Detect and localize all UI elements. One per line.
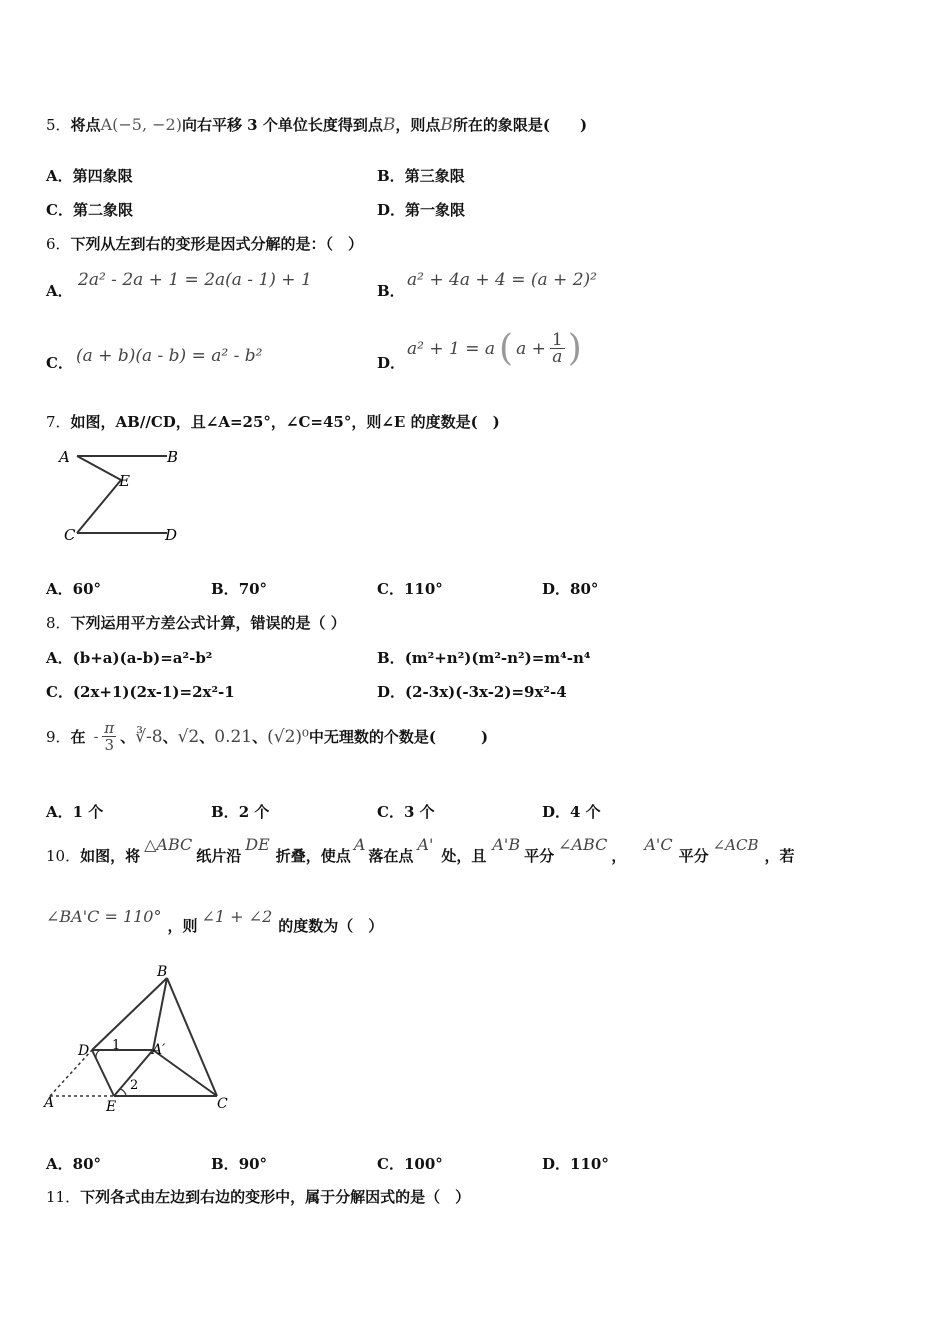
- q8-number: 8．: [46, 614, 71, 632]
- q5-point-b2: B: [440, 115, 453, 135]
- fraction-denominator: a: [552, 347, 563, 367]
- q7-option-d[interactable]: [542, 578, 598, 599]
- q10-m8: ∠ACB: [712, 836, 759, 854]
- option-text: 第二象限: [72, 201, 133, 219]
- option-text: 80°: [570, 580, 599, 598]
- option-label: A．: [46, 282, 73, 300]
- question-6: [46, 233, 363, 254]
- question-10: [46, 836, 795, 866]
- option-label: D．: [377, 683, 406, 701]
- label-c: C: [217, 1096, 228, 1112]
- q9-sep3: 、: [199, 728, 215, 746]
- q10-t2: 纸片沿: [196, 847, 242, 865]
- option-label: A．: [46, 167, 73, 185]
- q8-option-d[interactable]: [377, 681, 567, 702]
- option-text: 第三象限: [404, 167, 465, 185]
- angle-2-arc: [120, 1089, 126, 1096]
- option-text: 100°: [403, 1155, 443, 1173]
- label-2: 2: [130, 1078, 139, 1093]
- question-10-line2: [46, 906, 383, 936]
- q9-cbrt: ∛-8: [135, 726, 163, 747]
- q10-t8: 平分: [678, 847, 709, 865]
- option-text: 60°: [72, 580, 102, 598]
- q7-option-a[interactable]: [46, 578, 101, 599]
- option-label: A．: [46, 580, 73, 598]
- option-text: (b+a)(a-b)=a²-b²: [72, 649, 213, 667]
- q5-post: 所在的象限是( ): [452, 116, 588, 134]
- option-label: C．: [46, 683, 73, 701]
- right-paren: ): [567, 328, 582, 369]
- q8-option-c[interactable]: [46, 681, 235, 702]
- q10-m4: A': [417, 835, 434, 854]
- q10-option-c[interactable]: [377, 1153, 443, 1174]
- question-8: [46, 612, 346, 633]
- q5-mid2: ，则点: [395, 116, 441, 134]
- q10-t7: ，: [611, 847, 627, 865]
- label-c: C: [64, 526, 76, 544]
- q5-option-c[interactable]: [46, 199, 133, 220]
- q10-m7: A'C: [644, 835, 673, 854]
- q10-t4: 落在点: [368, 847, 414, 865]
- q9-pre: 在: [70, 728, 86, 746]
- q5-point-b: B: [382, 115, 396, 135]
- q10-t6: 平分: [524, 847, 555, 865]
- q6-number: 6．: [46, 235, 71, 253]
- q7-number: 7．: [46, 413, 71, 431]
- option-label: D．: [377, 201, 406, 219]
- q10-t5: 处，且: [441, 847, 487, 865]
- q6-option-d[interactable]: [377, 352, 405, 373]
- option-label: D．: [542, 1155, 571, 1173]
- label-a: A: [44, 1095, 55, 1111]
- option-label: C．: [377, 803, 404, 821]
- option-label: A．: [46, 803, 73, 821]
- question-9: [46, 720, 488, 753]
- option-text: 90°: [238, 1155, 268, 1173]
- q9-number: 9．: [46, 728, 71, 746]
- option-text: (2x+1)(2x-1)=2x²-1: [72, 683, 235, 701]
- q8-option-b[interactable]: [377, 647, 590, 668]
- option-text: 3 个: [403, 803, 435, 821]
- question-5: [46, 114, 587, 135]
- q10-m6: ∠ABC: [558, 835, 608, 854]
- label-d: D: [78, 1043, 90, 1059]
- q5-mid: 向右平移 3 个单位长度得到点: [181, 116, 383, 134]
- q5-pre: 将点: [70, 116, 101, 134]
- option-label: B．: [377, 282, 405, 300]
- option-label: B．: [211, 803, 239, 821]
- option-label: C．: [46, 201, 73, 219]
- q9-dec: 0.21: [214, 726, 253, 747]
- q6-option-c[interactable]: [46, 352, 73, 373]
- q9-pow: (√2)⁰: [267, 726, 309, 747]
- q5-option-d[interactable]: [377, 199, 465, 220]
- segment-de: [92, 1050, 114, 1096]
- q7-figure: [55, 442, 195, 552]
- option-text: 第四象限: [72, 167, 133, 185]
- left-paren: (: [499, 328, 514, 369]
- option-label: A．: [46, 649, 73, 667]
- q6-option-a-expr: 2a² - 2a + 1 = 2a(a - 1) + 1: [78, 270, 312, 290]
- q6-option-b-expr: a² + 4a + 4 = (a + 2)²: [407, 270, 597, 290]
- q7-option-c[interactable]: [377, 578, 443, 599]
- label-a-prime: A′: [152, 1042, 166, 1058]
- q9-sep2: 、: [162, 728, 178, 746]
- option-text: 1 个: [72, 803, 104, 821]
- q9-pi-over-3: [102, 720, 116, 753]
- question-11: [46, 1186, 470, 1207]
- q9-neg: -: [93, 728, 99, 745]
- q10-m10: ∠1 + ∠2: [201, 907, 273, 926]
- q8-option-a[interactable]: [46, 647, 212, 668]
- q10-option-a[interactable]: [46, 1153, 101, 1174]
- q11-text: 下列各式由左边到右边的变形中，属于分解因式的是（ ）: [80, 1188, 471, 1206]
- option-label: B．: [377, 649, 405, 667]
- q10-t9: ，若: [764, 847, 795, 865]
- option-text: (m²+n²)(m²-n²)=m⁴-n⁴: [404, 649, 591, 667]
- option-text: 110°: [570, 1155, 609, 1173]
- option-label: B．: [211, 1155, 239, 1173]
- q6-d-fraction: [550, 332, 565, 365]
- q8-text: 下列运用平方差公式计算，错误的是（ ）: [70, 614, 346, 632]
- label-e: E: [106, 1099, 117, 1115]
- q11-number: 11．: [46, 1188, 81, 1206]
- q10-option-d[interactable]: [542, 1153, 609, 1174]
- label-b: B: [157, 964, 168, 980]
- q9-sep1: 、: [120, 728, 136, 746]
- angle-1-arc: [96, 1050, 100, 1058]
- pi-numerator: π: [104, 719, 115, 737]
- q6-option-b[interactable]: [377, 280, 405, 301]
- q9-option-d[interactable]: [542, 801, 601, 822]
- option-text: 110°: [403, 580, 443, 598]
- option-label: C．: [46, 354, 73, 372]
- q6-option-d-expr: [407, 328, 582, 369]
- option-label: B．: [377, 167, 405, 185]
- label-d: D: [165, 526, 178, 544]
- label-1: 1: [112, 1038, 121, 1053]
- q10-m9: ∠BA'C = 110°: [46, 907, 162, 926]
- q6-text: 下列从左到右的变形是因式分解的是：（ ）: [70, 235, 364, 253]
- option-label: C．: [377, 580, 404, 598]
- option-label: D．: [377, 354, 406, 372]
- q6-option-c-expr: (a + b)(a - b) = a² - b²: [76, 346, 263, 366]
- q10-m2: DE: [245, 835, 270, 854]
- pi-denominator: 3: [104, 736, 114, 754]
- q9-sqrt2: √2: [177, 726, 200, 747]
- option-text: (2-3x)(-3x-2)=9x²-4: [405, 683, 567, 701]
- q6-d-pre: a² + 1 = a: [407, 338, 496, 359]
- q10-t1: 如图，将: [80, 847, 141, 865]
- q6-d-mid: a +: [516, 338, 546, 359]
- option-text: 4 个: [570, 803, 601, 821]
- option-text: 70°: [238, 580, 268, 598]
- q5-option-a[interactable]: [46, 165, 133, 186]
- q10-m1: △ABC: [144, 835, 193, 854]
- option-label: C．: [377, 1155, 404, 1173]
- fraction-numerator: 1: [551, 330, 563, 350]
- q10-t3: 折叠，使点: [275, 847, 351, 865]
- q10-m5: A'B: [492, 835, 521, 854]
- q9-option-c[interactable]: [377, 801, 435, 822]
- q10-t11: 的度数为（ ）: [278, 917, 384, 935]
- q10-m3: A: [353, 835, 366, 854]
- q10-t10: ，则: [167, 917, 198, 935]
- q7-option-b[interactable]: [211, 578, 267, 599]
- q10-option-b[interactable]: [211, 1153, 267, 1174]
- option-text: 第一象限: [405, 201, 466, 219]
- segment-ae: [77, 456, 121, 480]
- q7-text: 如图，AB//CD，且∠A=25°，∠C=45°，则∠E 的度数是( ): [70, 413, 500, 431]
- segment-ec: [77, 480, 121, 533]
- q5-point-a: A(−5, −2): [100, 115, 182, 134]
- q10-figure: [40, 960, 240, 1120]
- option-label: B．: [211, 580, 239, 598]
- q9-sep4: 、: [252, 728, 268, 746]
- q9-option-b[interactable]: [211, 801, 269, 822]
- q9-post: 中无理数的个数是( ): [308, 728, 489, 746]
- option-text: 80°: [72, 1155, 102, 1173]
- q6-option-a[interactable]: [46, 280, 73, 301]
- q9-option-a[interactable]: [46, 801, 103, 822]
- label-e: E: [119, 472, 130, 490]
- option-label: D．: [542, 580, 571, 598]
- label-b: B: [167, 448, 179, 466]
- q10-number: 10．: [46, 847, 81, 865]
- option-label: D．: [542, 803, 571, 821]
- question-7: [46, 411, 500, 432]
- q5-option-b[interactable]: [377, 165, 465, 186]
- label-a: A: [59, 448, 70, 466]
- option-text: 2 个: [238, 803, 270, 821]
- q5-number: 5．: [46, 116, 71, 134]
- option-label: A．: [46, 1155, 73, 1173]
